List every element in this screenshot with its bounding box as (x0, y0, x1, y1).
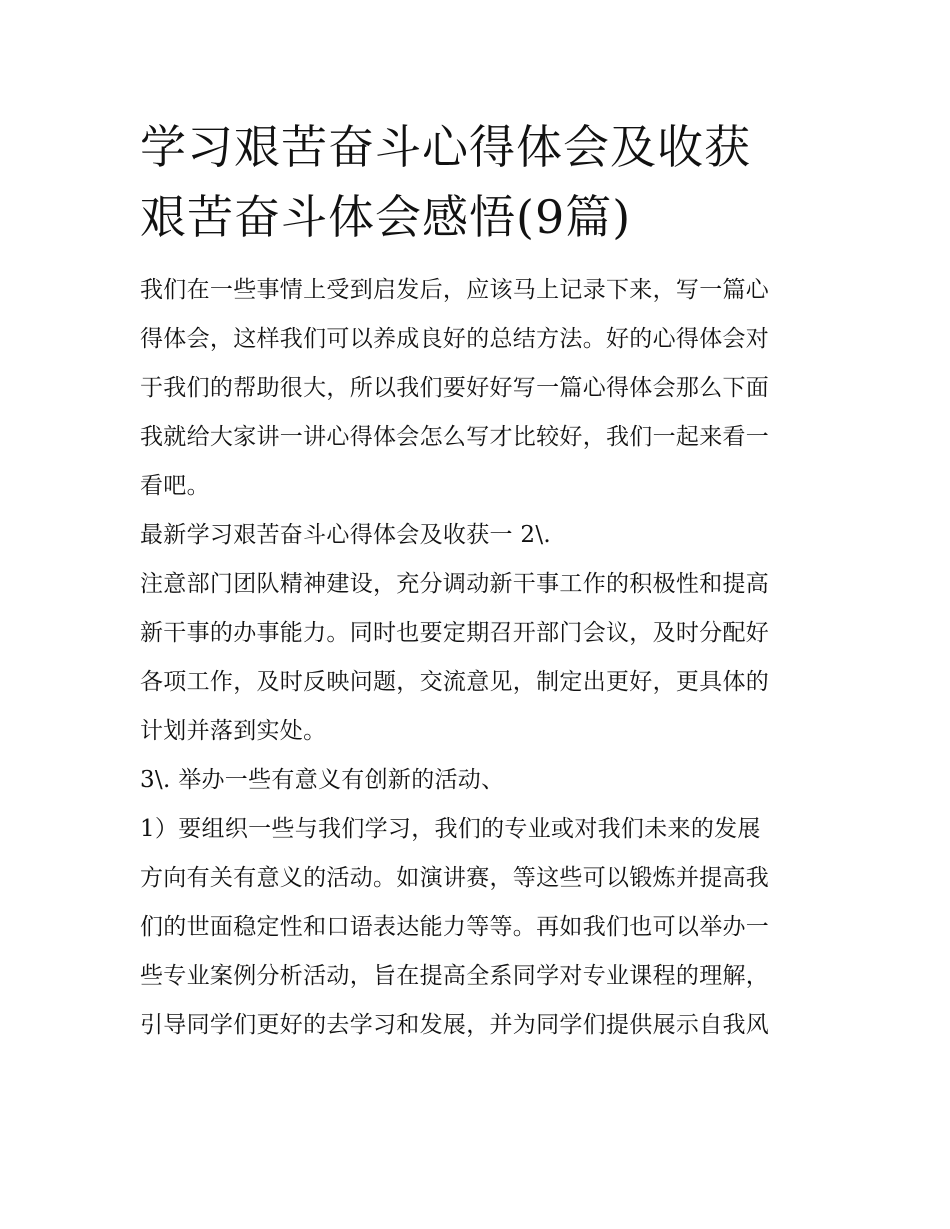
text-line: 看吧。 (140, 473, 210, 499)
body-paragraph (140, 805, 820, 1050)
text-line: 注意部门团队精神建设，充分调动新干事工作的积极性和提高 (140, 571, 770, 597)
text-line: 们的世面稳定性和口语表达能力等等。再如我们也可以举办一 (140, 914, 770, 940)
title-line: 艰苦奋斗体会感悟(9篇) (140, 190, 632, 244)
numbered-item (140, 756, 820, 805)
text-line: 新干事的办事能力。同时也要定期召开部门会议，及时分配好 (140, 620, 770, 646)
text-line: 我就给大家讲一讲心得体会怎么写才比较好，我们一起来看一 (140, 424, 770, 450)
text-line: 方向有关有意义的活动。如演讲赛，等这些可以锻炼并提高我 (140, 865, 770, 891)
text-line: 计划并落到实处。 (140, 718, 327, 744)
text-line: 些专业案例分析活动，旨在提高全系同学对专业课程的理解， (140, 963, 770, 989)
text-line: 3\. 举办一些有意义有创新的活动、 (140, 767, 505, 793)
text-line: 于我们的帮助很大，所以我们要好好写一篇心得体会那么下面 (140, 375, 770, 401)
text-line: 得体会，这样我们可以养成良好的总结方法。好的心得体会对 (140, 326, 770, 352)
intro-paragraph (140, 266, 820, 511)
text-line: 引导同学们更好的去学习和发展，并为同学们提供展示自我风 (140, 1012, 770, 1038)
text-line: 1）要组织一些与我们学习，我们的专业或对我们未来的发展 (140, 816, 761, 842)
text-line: 最新学习艰苦奋斗心得体会及收获一 2\. (140, 522, 552, 548)
title-line: 学习艰苦奋斗心得体会及收获 (140, 120, 751, 174)
text-line: 各项工作，及时反映问题，交流意见，制定出更好，更具体的 (140, 669, 770, 695)
body-paragraph (140, 560, 820, 756)
section-heading (140, 511, 820, 560)
text-line: 我们在一些事情上受到启发后，应该马上记录下来，写一篇心 (140, 277, 770, 303)
document-content (140, 112, 820, 1050)
document-title (140, 112, 820, 252)
